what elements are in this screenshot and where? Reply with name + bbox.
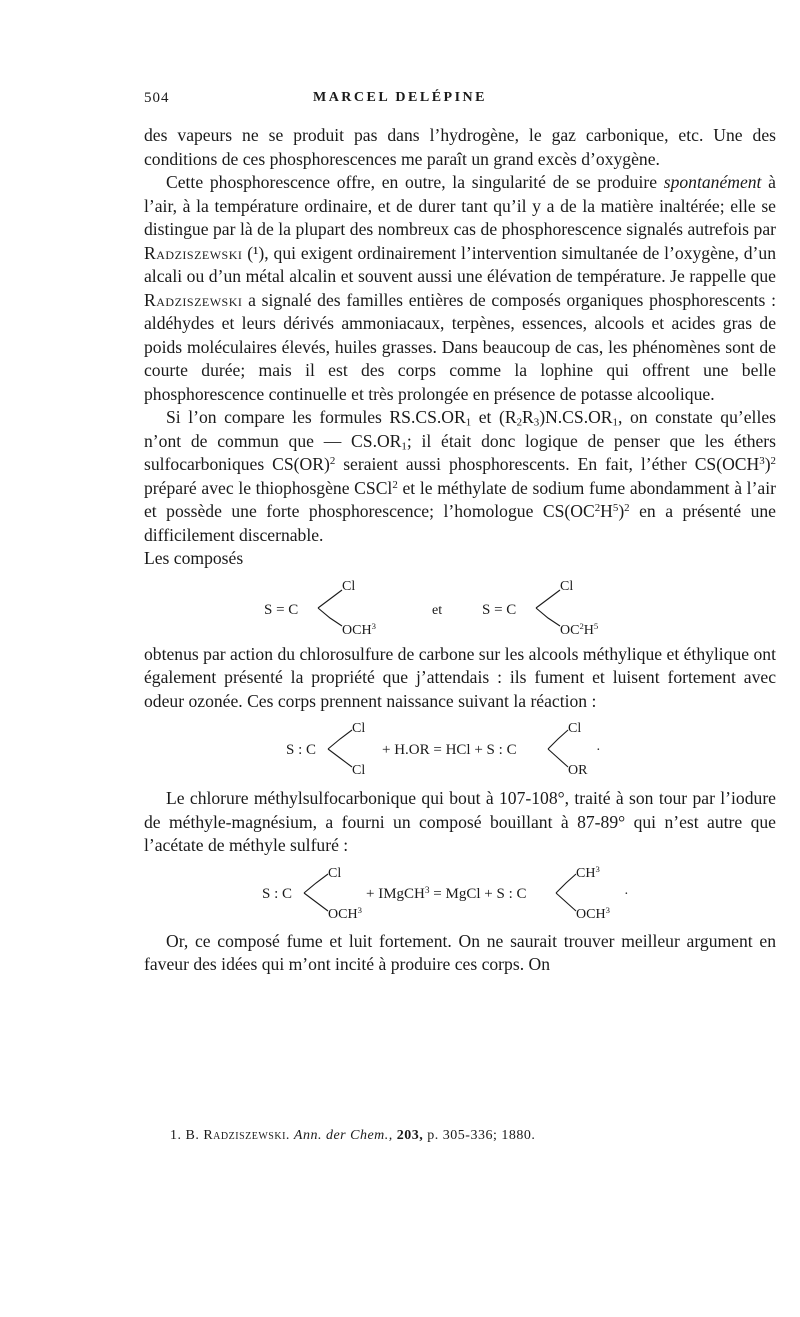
formula-left-core: S = C [264,601,299,618]
formula-bonds [144,575,776,637]
paragraph-4: Les composés [144,548,244,568]
formula-bottom-2: OR [568,763,588,778]
footnote [170,1128,535,1144]
formula-top-1: Cl [328,865,342,881]
paragraph-5: obtenus par action du chlorosulfure de carbone sur les alcools méthylique et éthylique ont également présenté la propriété que j’attendais : ils fument et luisent fortement avec odeur ozonée. Ces corps prennent naissance suivant la réaction : [144,643,776,711]
formula-right-bottom: $OC^2H^5$ [560,620,599,638]
formula-left: S : C [262,885,293,902]
bond-line [328,730,352,749]
footnote-ref: (¹), [247,242,269,263]
formula-connector: et [432,602,443,618]
paragraph-7: Or, ce composé fume et luit fortement. On ne saurait trouver meilleur argument en faveur des idées qui m’ont incité à produire ces corps. On [144,930,776,974]
bond-line [328,749,352,767]
formula-bottom-1: OCH$^3$ [328,904,362,922]
page-number: 504 [144,90,170,106]
formula-bottom-2: OCH$^3$ [576,904,610,922]
author-name: Radziszewski [144,242,243,263]
formula-left: S : C [286,742,317,758]
footnote-volume: 203, [396,1128,424,1143]
formula-end: · [624,886,629,902]
formula-top-2: $CH^3$ [576,863,600,881]
bond-line [304,874,328,893]
running-header [0,90,800,114]
footnote-author: Radziszewski. [203,1128,290,1143]
formula-left-top: Cl [342,578,356,594]
bond-line [556,893,576,911]
formula-reaction-2 [144,862,776,920]
emphasis-spontanement: spontanément [663,172,762,192]
formula-reaction-1 [144,717,776,777]
bond-line [536,608,560,626]
paragraph-3: Si l’on compare les formules $RS.CS.OR_1$ et $(R_2R_3)N.CS.OR_1$, on constate qu’elles n’ont de commun que — $CS.OR_1$; il était donc logique de penser que les éthers sulfocarboniques CS(OR)$^2$ seraient aussi phosphorescents. En fait, l’éther $CS(OCH^3)^2$ préparé avec le thiophosgène CSCl$^2$ et le méthylate de sodium fume abondamment à l’air et possède une forte phosphorescence; l’homologue $CS(OC^2H^5)^2$ en a présenté une difficilement discernable. [144,407,777,545]
formula-middle: + H.OR = HCl + S : C [382,742,517,758]
formula-right-core: S = C [482,601,517,618]
bond-line [548,749,568,767]
bond-line [536,590,560,608]
running-title: MARCEL DELÉPINE [312,90,488,105]
formula-bottom-1: Cl [352,763,366,778]
bond-line [556,874,576,893]
bond-line [318,590,342,608]
author-name: Radziszewski [144,289,243,310]
formula-right-top: Cl [560,578,574,594]
paragraph-2: Cette phosphorescence offre, en outre, la singularité de se produire spontanément à l’air, à la température ordinaire, et de durer tant qu’il y a de la matière inaltérée; elle se distingue par là de la plupart des nombreux cas de phosphorescence signalés autrefois par Radziszewski (¹), qui exigent ordinairement l’intervention simultanée de l’oxygène, d’un alcali ou d’un métal alcalin et souvent aussi une élévation de température. Je rappelle que Radziszewski a signalé des familles entières de composés organiques phosphorescents : aldéhydes et leurs dérivés ammoniacaux, terpènes, essences, alcools et acides gras de poids moléculaires élevés, huiles grasses. Dans beaucoup de cas, les phénomènes sont de courte durée; mais il est des corps comme la lophine qui offrent une belle phosphorescence continuelle et très prolongée en présence de potasse alcoolique. [144,172,776,404]
formula-top-2: Cl [568,721,582,736]
bond-line [318,608,342,626]
footnote-pages: p. 305-336; 1880. [427,1128,536,1143]
formula-end: · [596,743,601,758]
main-text [144,124,776,977]
bond-line [304,893,328,911]
formula-top-1: Cl [352,721,366,736]
footnote-journal: Ann. der Chem., [293,1128,393,1143]
paragraph-6: Le chlorure méthylsulfocarbonique qui bout à 107-108°, traité à son tour par l’iodure de méthyle-magnésium, a fourni un composé bouillant à 87-89° qui n’est autre que l’acétate de méthyle sulfuré : [144,788,776,855]
paragraph-1: des vapeurs ne se produit pas dans l’hydrogène, le gaz carbonique, etc. Une des conditions de ces phosphorescences me paraît un grand excès d’oxygène. [144,125,776,169]
formula-chlorothioformates [144,575,776,637]
formula-left-bottom: OCH$^3$ [342,620,376,638]
bond-line [548,730,568,749]
formula-middle: + IMgCH$^3$ = MgCl + S : C [366,885,527,902]
footnote-number: 1. B. [170,1128,200,1143]
